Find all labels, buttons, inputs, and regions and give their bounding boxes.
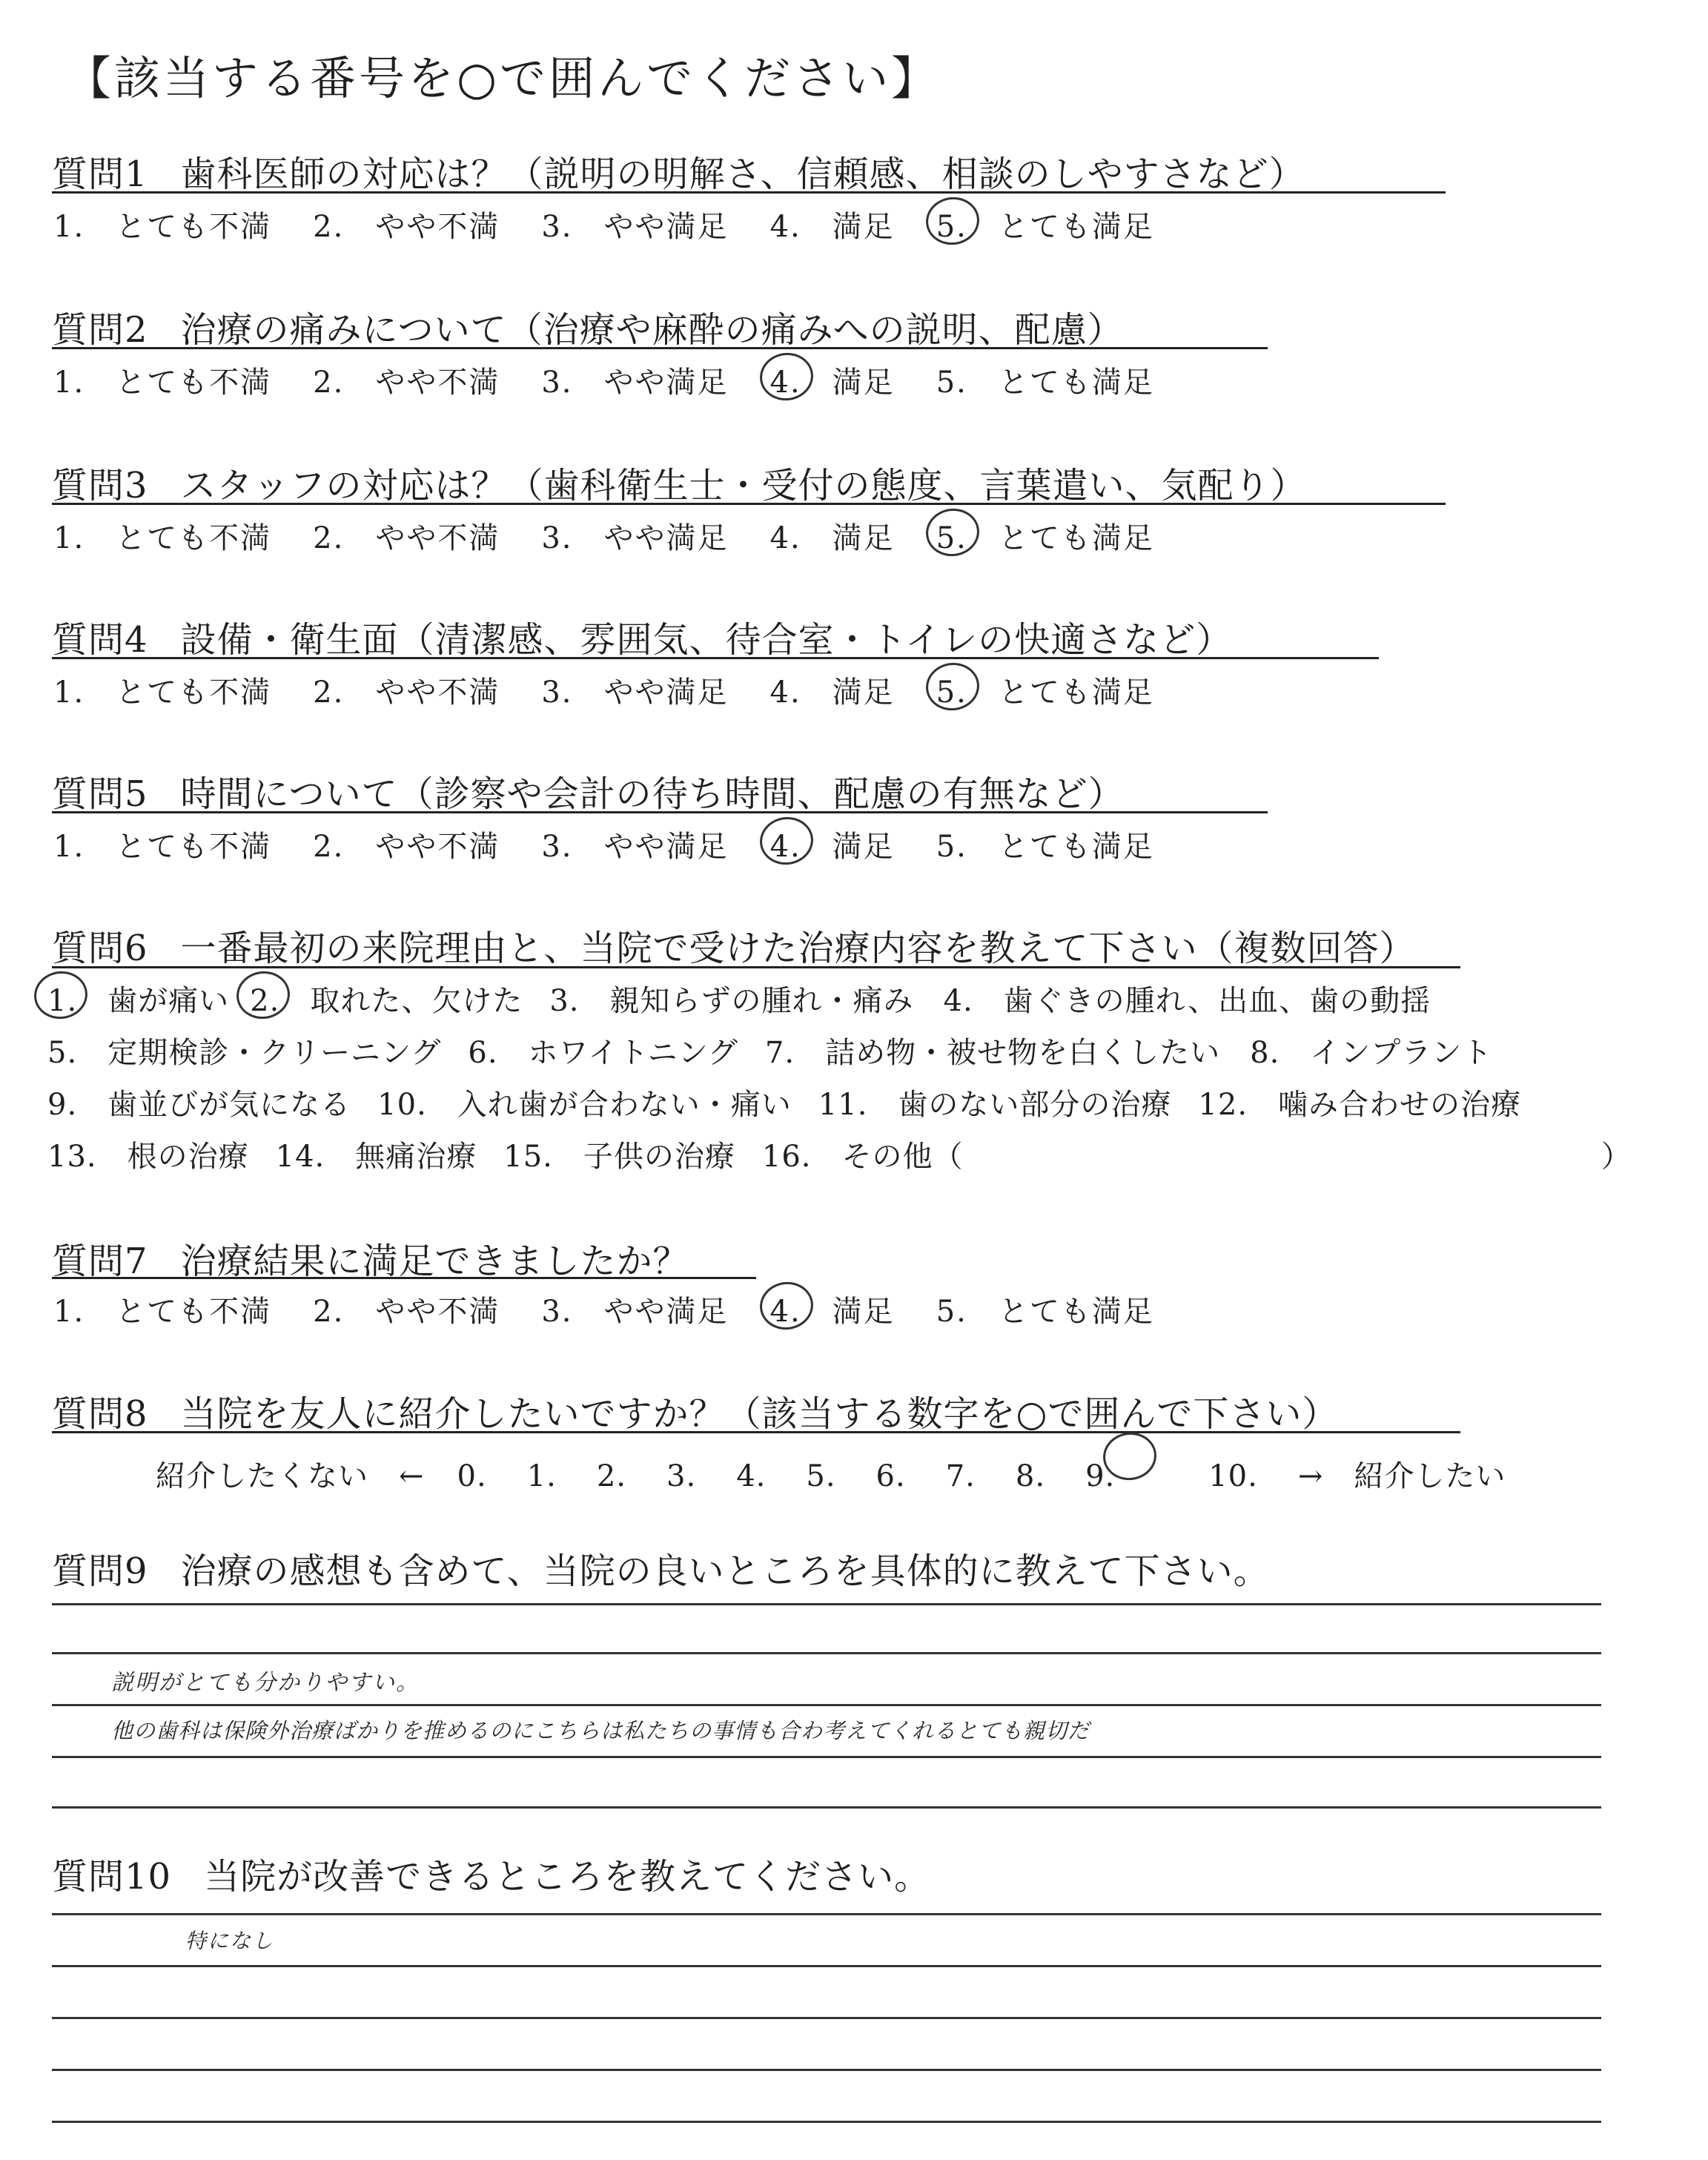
rating-option-5[interactable]: 5. とても満足 xyxy=(936,830,1154,864)
rating-option-3[interactable]: 3. やや満足 xyxy=(541,830,729,864)
question-5-title xyxy=(52,765,1125,816)
answer-line xyxy=(52,1756,1601,1758)
reason-option-5[interactable]: 5. 定期検診・クリーニング xyxy=(47,1036,442,1070)
rating-option-2[interactable]: 2. やや不満 xyxy=(313,830,500,864)
question-number: 質問5 xyxy=(52,773,148,815)
rating-option-5[interactable]: 5. とても満足 xyxy=(936,366,1154,400)
scale-right-label: → 紹介したい xyxy=(1297,1459,1506,1493)
rating-option-5[interactable]: 5. とても満足 xyxy=(936,203,1154,245)
page-title: 【該当する番号を○で囲んでください】 xyxy=(65,51,941,105)
question-number: 質問4 xyxy=(52,619,148,661)
reason-option-2[interactable]: 2. 取れた、欠けた xyxy=(250,977,523,1020)
underline xyxy=(52,1277,756,1279)
q6-options xyxy=(47,977,1521,1185)
question-1-title xyxy=(52,145,1305,196)
reason-option-7[interactable]: 7. 詰め物・被せ物を白くしたい xyxy=(764,1036,1221,1070)
question-text: 治療結果に満足できましたか？ xyxy=(180,1241,689,1282)
handwritten-answer: 他の歯科は保険外治療ばかりを推めるのにこちらは私たちの事情も合わ考えてくれるとても親切だ xyxy=(111,1718,1090,1743)
q6-option-row xyxy=(47,1081,1521,1133)
question-text: 時間について（診察や会計の待ち時間、配慮の有無など） xyxy=(180,773,1125,815)
question-number: 質問3 xyxy=(52,465,148,506)
question-9-title xyxy=(52,1542,1270,1593)
reason-option-1[interactable]: 1. 歯が痛い xyxy=(47,977,229,1020)
rating-option-5[interactable]: 5. とても満足 xyxy=(936,1295,1154,1329)
selected-circle-mark xyxy=(31,968,90,1022)
answer-line xyxy=(52,1652,1601,1654)
rating-option-1[interactable]: 1. とても不満 xyxy=(53,366,272,400)
rating-options xyxy=(53,359,1196,401)
scale-value-4[interactable]: 4. xyxy=(736,1459,767,1493)
question-10-title xyxy=(52,1848,930,1899)
scale-value-2[interactable]: 2. xyxy=(596,1459,627,1493)
question-text: 歯科医師の対応は？（説明の明解さ、信頼感、相談のしやすさなど） xyxy=(180,153,1305,195)
question-8-title xyxy=(52,1385,1338,1436)
rating-option-1[interactable]: 1. とても不満 xyxy=(53,676,272,710)
rating-option-4[interactable]: 4. 満足 xyxy=(770,1288,895,1330)
answer-line xyxy=(52,2069,1601,2071)
rating-option-2[interactable]: 2. やや不満 xyxy=(313,1295,500,1329)
question-2-title xyxy=(52,301,1124,352)
reason-option-3[interactable]: 3. 親知らずの腫れ・痛み xyxy=(549,984,914,1018)
selected-circle-mark xyxy=(756,349,815,403)
selected-circle-mark xyxy=(923,194,982,248)
selected-circle-mark xyxy=(1100,1429,1159,1483)
underline xyxy=(52,657,1379,659)
answer-line xyxy=(52,1913,1601,1915)
answer-line xyxy=(52,1806,1601,1809)
question-text: 一番最初の来院理由と、当院で受けた治療内容を教えて下さい（複数回答） xyxy=(180,928,1416,969)
answer-line xyxy=(52,1704,1601,1706)
rating-option-2[interactable]: 2. やや不満 xyxy=(313,676,500,710)
reason-option-16[interactable]: 16. その他（ xyxy=(761,1140,964,1174)
recommend-scale xyxy=(156,1439,1506,1495)
question-text: 当院が改善できるところを教えてください。 xyxy=(204,1856,931,1898)
rating-option-2[interactable]: 2. やや不満 xyxy=(313,210,500,244)
question-text: 治療の痛みについて（治療や麻酔の痛みへの説明、配慮） xyxy=(180,309,1124,351)
answer-line xyxy=(52,2017,1601,2019)
handwritten-answer: 説明がとても分かりやすい。 xyxy=(111,1670,420,1696)
rating-option-3[interactable]: 3. やや満足 xyxy=(541,676,729,710)
scale-value-1[interactable]: 1. xyxy=(526,1459,557,1493)
question-7-title xyxy=(52,1232,689,1284)
rating-option-4[interactable]: 4. 満足 xyxy=(770,359,895,401)
underline xyxy=(52,1431,1460,1433)
rating-option-4[interactable]: 4. 満足 xyxy=(770,823,895,865)
question-text: 設備・衛生面（清潔感、雰囲気、待合室・トイレの快適さなど） xyxy=(180,619,1233,661)
reason-option-13[interactable]: 13. 根の治療 xyxy=(47,1140,249,1174)
reason-option-11[interactable]: 11. 歯のない部分の治療 xyxy=(818,1088,1172,1122)
question-number: 質問7 xyxy=(52,1241,148,1282)
question-number: 質問2 xyxy=(52,309,148,351)
question-text: スタッフの対応は？（歯科衛生士・受付の態度、言葉遣い、気配り） xyxy=(180,465,1307,506)
rating-option-3[interactable]: 3. やや満足 xyxy=(541,521,729,555)
answer-line xyxy=(52,1603,1601,1605)
reason-option-4[interactable]: 4. 歯ぐきの腫れ、出血、歯の動揺 xyxy=(943,984,1431,1018)
underline xyxy=(52,347,1268,349)
scale-value-3[interactable]: 3. xyxy=(666,1459,697,1493)
selected-circle-mark xyxy=(756,813,815,868)
question-number: 質問9 xyxy=(52,1550,148,1592)
question-number: 質問1 xyxy=(52,153,148,195)
question-text: 当院を友人に紹介したいですか？（該当する数字を○で囲んで下さい） xyxy=(180,1393,1339,1435)
handwritten-answer: 特になし xyxy=(185,1929,275,1953)
reason-option-14[interactable]: 14. 無痛治療 xyxy=(275,1140,477,1174)
answer-line xyxy=(52,2121,1601,2123)
scale-value-5[interactable]: 5. xyxy=(806,1459,836,1493)
underline xyxy=(52,966,1460,968)
rating-option-4[interactable]: 4. 満足 xyxy=(769,210,895,244)
q6-option-row xyxy=(47,1029,1521,1081)
rating-option-1[interactable]: 1. とても不満 xyxy=(53,830,272,864)
scale-left-label: 紹介したくない ← xyxy=(156,1459,425,1493)
scale-value-7[interactable]: 7. xyxy=(945,1459,976,1493)
scale-value-6[interactable]: 6. xyxy=(875,1459,906,1493)
rating-option-5[interactable]: 5. とても満足 xyxy=(936,515,1154,557)
rating-option-5[interactable]: 5. とても満足 xyxy=(936,669,1154,711)
question-number: 質問8 xyxy=(52,1393,148,1435)
selected-circle-mark xyxy=(234,968,293,1022)
scale-value-0[interactable]: 0. xyxy=(457,1459,487,1493)
underline xyxy=(52,503,1446,505)
question-number: 質問6 xyxy=(52,928,148,969)
question-text: 治療の感想も含めて、当院の良いところを具体的に教えて下さい。 xyxy=(180,1550,1270,1592)
rating-option-3[interactable]: 3. やや満足 xyxy=(541,366,729,400)
answer-line xyxy=(52,1965,1601,1967)
underline xyxy=(52,811,1268,813)
rating-option-1[interactable]: 1. とても不満 xyxy=(53,521,272,555)
selected-circle-mark xyxy=(923,505,982,559)
rating-option-2[interactable]: 2. やや不満 xyxy=(313,521,500,555)
reason-option-10[interactable]: 10. 入れ歯が合わない・痛い xyxy=(377,1088,792,1122)
reason-option-15[interactable]: 15. 子供の治療 xyxy=(503,1140,735,1174)
reason-option-12[interactable]: 12. 噛み合わせの治療 xyxy=(1198,1088,1522,1122)
reason-option-6[interactable]: 6. ホワイトニング xyxy=(468,1036,738,1070)
underline xyxy=(52,191,1446,194)
selected-circle-mark xyxy=(756,1278,815,1332)
rating-options xyxy=(53,823,1196,865)
question-3-title xyxy=(52,457,1307,508)
rating-option-3[interactable]: 3. やや満足 xyxy=(541,1295,729,1329)
scale-value-9[interactable]: 9. xyxy=(1085,1439,1168,1493)
rating-option-1[interactable]: 1. とても不満 xyxy=(53,210,272,244)
rating-option-3[interactable]: 3. やや満足 xyxy=(541,210,729,244)
question-4-title xyxy=(52,611,1232,662)
rating-option-2[interactable]: 2. やや不満 xyxy=(313,366,500,400)
scale-value-8[interactable]: 8. xyxy=(1015,1459,1046,1493)
rating-options xyxy=(53,515,1196,557)
question-6-title xyxy=(52,919,1416,971)
rating-options xyxy=(53,669,1196,711)
selected-circle-mark xyxy=(923,659,982,713)
q7-options xyxy=(53,1288,1196,1330)
reason-option-9[interactable]: 9. 歯並びが気になる xyxy=(47,1088,351,1122)
q6-option-row xyxy=(47,977,1521,1029)
scale-value-10[interactable]: 10. xyxy=(1208,1459,1258,1493)
q6-option-row xyxy=(47,1133,1521,1185)
question-number: 質問10 xyxy=(52,1856,172,1898)
rating-options xyxy=(53,203,1196,245)
rating-option-1[interactable]: 1. とても不満 xyxy=(53,1295,272,1329)
rating-option-4[interactable]: 4. 満足 xyxy=(769,521,895,555)
other-close-paren: ） xyxy=(1601,1140,1631,1174)
rating-option-4[interactable]: 4. 満足 xyxy=(769,676,895,710)
reason-option-8[interactable]: 8. インプラント xyxy=(1250,1036,1493,1070)
